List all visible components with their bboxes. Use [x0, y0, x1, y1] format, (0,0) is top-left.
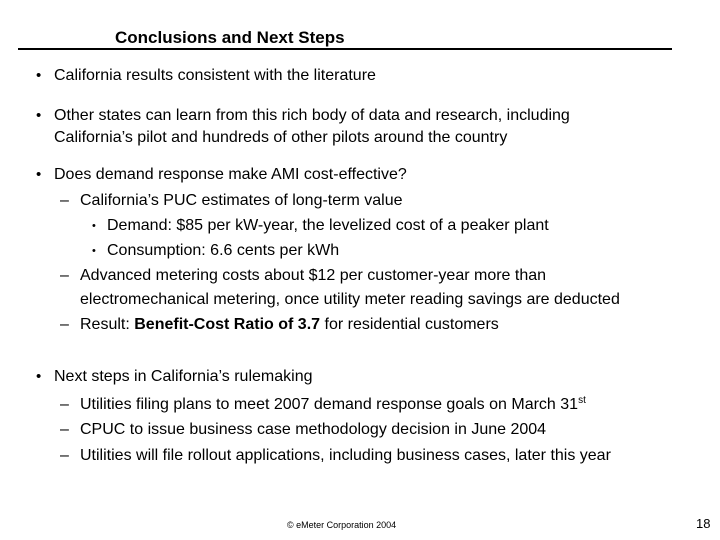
result-prefix: Result: — [80, 316, 135, 333]
result-suffix: for residential customers — [320, 316, 499, 333]
bullet-marker: • — [36, 368, 42, 385]
bullet-text: Does demand response make AMI cost-effective? — [54, 166, 407, 183]
dash-marker: – — [60, 396, 69, 413]
ordinal-suffix: st — [578, 395, 586, 406]
march-31-text: Utilities filing plans to meet 2007 demand response goals on March 31 — [80, 396, 579, 413]
bullet-marker: • — [36, 67, 42, 84]
bullet-marker: • — [36, 166, 42, 183]
sub-bullet-text-cont: electromechanical metering, once utility meter reading savings are deducted — [80, 291, 620, 308]
dash-marker: – — [60, 267, 69, 284]
dash-marker: – — [60, 316, 69, 333]
bullet-marker: • — [36, 107, 42, 124]
benefit-cost-ratio: Benefit-Cost Ratio of 3.7 — [134, 316, 321, 333]
dash-marker: – — [60, 421, 69, 438]
sub-sub-bullet-text: Demand: $85 per kW-year, the levelized cost of a peaker plant — [107, 217, 549, 234]
sub-bullet-text — [80, 315, 499, 335]
sub-bullet-text: Utilities will file rollout applications, including business cases, later this year — [80, 447, 611, 464]
sub-bullet-text — [80, 395, 586, 415]
sub-sub-bullet-marker: • — [92, 245, 96, 257]
slide-title: Conclusions and Next Steps — [115, 28, 345, 47]
sub-sub-bullet-text: Consumption: 6.6 cents per kWh — [107, 242, 340, 259]
dash-marker: – — [60, 192, 69, 209]
sub-bullet-text: California’s PUC estimates of long-term value — [80, 192, 403, 209]
bullet-text: Other states can learn from this rich body of data and research, including — [54, 107, 570, 124]
bullet-text: California results consistent with the literature — [54, 67, 376, 84]
dash-marker: – — [60, 447, 69, 464]
title-underline — [18, 48, 672, 50]
bullet-text: Next steps in California’s rulemaking — [54, 368, 313, 385]
sub-sub-bullet-marker: • — [92, 220, 96, 232]
bullet-text-cont: California’s pilot and hundreds of other pilots around the country — [54, 129, 508, 146]
copyright-footer: © eMeter Corporation 2004 — [287, 520, 397, 530]
sub-bullet-text: CPUC to issue business case methodology decision in June 2004 — [80, 421, 547, 438]
page-number: 18 — [696, 516, 711, 531]
sub-bullet-text: Advanced metering costs about $12 per customer-year more than — [80, 267, 547, 284]
